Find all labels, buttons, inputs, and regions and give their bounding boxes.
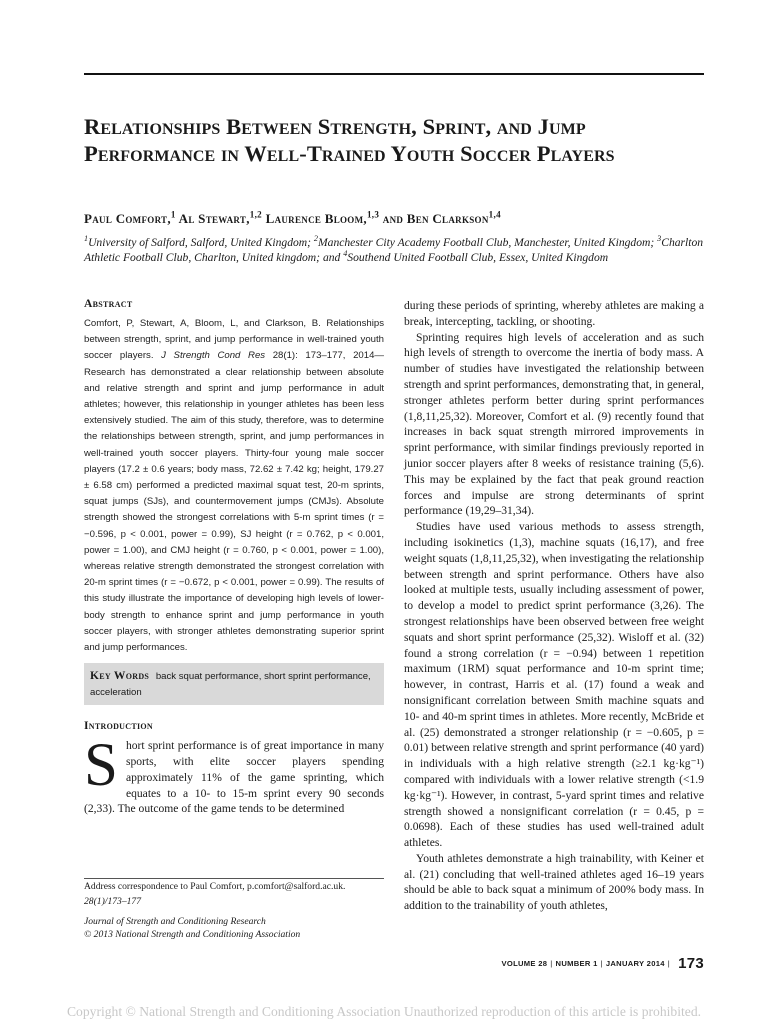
author-sup: 1,4	[488, 209, 501, 220]
keywords-heading: Key Words	[90, 670, 150, 683]
copyright-line: © 2013 National Strength and Conditioning Association	[84, 928, 301, 940]
drop-cap: S	[84, 732, 118, 800]
author-sup: 1,3	[366, 209, 380, 220]
affiliation: Manchester City Academy Football Club, Manchester, United Kingdom;	[317, 236, 658, 249]
footnote	[84, 881, 384, 941]
abstract-part: 28(1): 173–177, 2014—Research has demonstrated a clear relationship between absolute and relative strength and sprint and jump performance in adult athletes; however, this relationship in younger athletes has been less extensively studied. The aim of this study, therefore, was to determine the relationships between strength, sprint, and jump performances in well-trained youth soccer players. Thirty-four young male soccer players (17.2 ± 0.6 years; body mass, 72.62 ± 7.42 kg; height, 179.27 ± 6.58 cm) performed a predicted maximal squat test, 20-m sprints, squat jumps (SJs), and countermovement jumps (CMJs). Absolute strength showed the strongest correlations with 5-m sprint times (r = −0.596, p < 0.001, power = 0.99), SJ height (r = 0.762, p < 0.001, power = 1.00), and CMJ height (r = 0.760, p < 0.001, power = 1.00), whereas relative strength demonstrated the strongest correlation with 20-m sprint times (r = −0.672, p < 0.001, power = 0.99). The results of this study illustrate the importance of developing high levels of lower-body strength to enhance sprint and jump performance in youth soccer players, with stronger athletes demonstrating superior sprint and jump performances.	[84, 350, 385, 654]
folio-number: NUMBER 1	[555, 959, 598, 968]
affiliation: Southend United Football Club, Essex, United Kingdom	[347, 251, 609, 264]
affiliation: Charlton Athletic Football Club, Charlton, United kingdom; and	[84, 236, 704, 264]
author-sup: 1	[170, 209, 176, 220]
paragraph: Youth athletes demonstrate a high trainability, with Keiner et al. (21) concluding that well-trained athletes aged 16–19 years should be able to back squat a minimum of 200% body mass. In addition to the trainability of youth athletes,	[404, 851, 704, 913]
article-title: Relationships Between Strength, Sprint, and Jump Performance in Well-Trained Youth Soccer Players	[84, 114, 615, 166]
left-column	[84, 298, 384, 817]
affil-sup: 1	[84, 234, 89, 244]
author-name: and Ben Clarkson	[382, 211, 489, 226]
footnote-rule	[84, 878, 384, 879]
folio-separator: |	[600, 959, 603, 968]
affil-sup: 4	[343, 249, 348, 259]
author-list	[84, 211, 704, 227]
affil-sup: 3	[657, 234, 662, 244]
author-name: Laurence Bloom,	[265, 211, 367, 226]
paragraph: Studies have used various methods to assess strength, including isokinetics (1,3), machine squats (16,17), and free weight squats (1,8,11,25,32), when investigating the relationship between strength and sprint performance. Others have also looked at multiple tests, usually including assessment of power, to develop a model to predict sprint performance (3,26). The strongest relationships have been observed between free weight squats and short sprint performance (25,32). Wisloff et al. (32) found a strong correlation (r = −0.94) between 1 repetition maximum (1RM) squat performance and 10-m sprint time; however, in contrast, Harris et al. (17) found a weak and nonsignificant correlation between Smith machine squats and 10- and 40-m sprint times in athletes. More recently, McBride et al. (25) demonstrated a stronger relationship (r = −0.605, p = 0.01) between relative strength and sprint performance (40 yard) in individuals with a high relative strength (≥2.1 kg·kg⁻¹) compared with individuals with a lower relative strength (<1.9 kg·kg⁻¹). However, in contrast, 5-yard sprint times and relative strength showed a nonsignificant correlation (r = 0.45, p = 0.0698). Each of these studies has used well-trained adult athletes.	[404, 520, 704, 850]
citation-line: 28(1)/173–177	[84, 895, 142, 907]
abstract-text	[84, 316, 384, 656]
introduction-heading: Introduction	[84, 720, 153, 733]
author-sup: 1,2	[249, 209, 263, 220]
folio-separator: |	[550, 959, 553, 968]
paragraph: Sprinting requires high levels of acceleration and as such high levels of strength to overcome the inertia of body mass. A number of studies have investigated the relationship between strength and sprint performances, demonstrating that, in general, stronger athletes perform better during sprint performances (1,8,11,25,32). Moreover, Comfort et al. (9) recently found that increases in back squat strength mirrored improvements in sprint performance, with similar findings previously reported in junior soccer players after 8 weeks of resistance training (5,6). This may be explained by the fact that peak ground reaction forces and impulse are strong determinants of sprint performance (19,29–31,34).	[404, 330, 704, 518]
introduction-text	[84, 732, 384, 817]
affiliation: University of Salford, Salford, United Kingdom;	[88, 236, 314, 249]
folio-volume: VOLUME 28	[501, 959, 548, 968]
right-column	[404, 298, 704, 914]
introduction-paragraph: hort sprint performance is of great importance in many sports, with elite soccer players spending approximately 11% of the game sprinting, which equates to a 10- to 15-m sprint every 90 seconds (2,33). The outcome of the game tends to be determined	[84, 739, 384, 816]
abstract-heading: Abstract	[84, 298, 133, 310]
abstract-journal: J Strength Cond Res	[161, 350, 266, 362]
keywords-box	[84, 663, 384, 705]
author-name: Paul Comfort,	[84, 211, 171, 226]
correspondence-line: Address correspondence to Paul Comfort, p.comfort@salford.ac.uk.	[84, 881, 346, 892]
page-folio	[502, 955, 705, 972]
affil-sup: 2	[313, 234, 318, 244]
keywords-text: back squat performance, short sprint performance, acceleration	[90, 671, 371, 699]
paragraph: during these periods of sprinting, whereby athletes are making a break, intercepting, tackling, or shooting.	[404, 299, 704, 328]
journal-line: Journal of Strength and Conditioning Research	[84, 916, 266, 928]
copyright-watermark: Copyright © National Strength and Conditioning Association Unauthorized reproduction of this article is prohibited.	[66, 1004, 702, 1019]
affiliations	[84, 235, 704, 265]
top-rule	[84, 73, 704, 75]
folio-date: JANUARY 2014	[605, 959, 665, 968]
abstract-part: Comfort, P, Stewart, A, Bloom, L, and Clarkson, B. Relationships between strength, sprint, and jump performance in well-trained youth soccer players.	[84, 318, 384, 362]
folio-separator: |	[667, 959, 671, 968]
page-number: 173	[678, 955, 704, 972]
author-name: Al Stewart,	[178, 211, 250, 226]
